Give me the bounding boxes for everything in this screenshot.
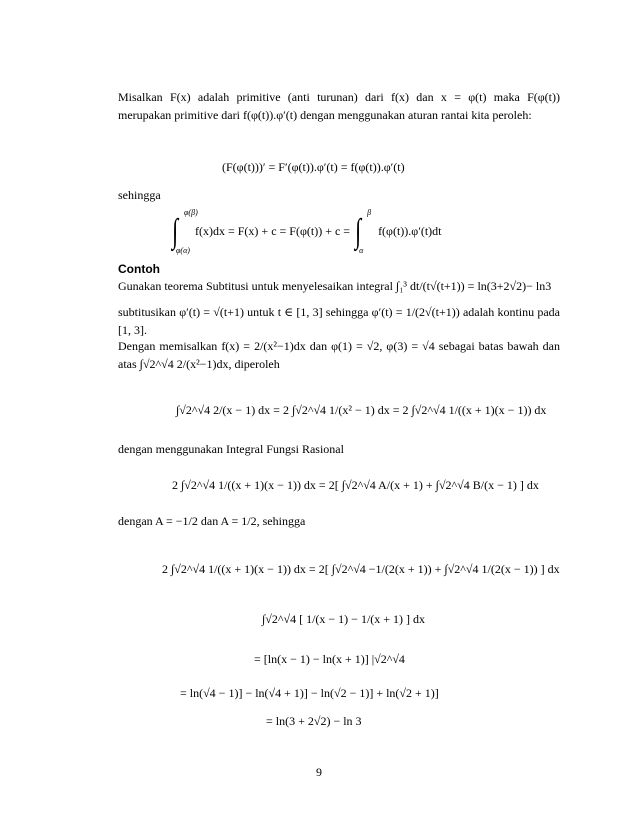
text-sehingga: sehingga [118,188,161,202]
integral-sign: ∫ φ(β) φ(α) [172,208,198,255]
section-heading-contoh: Contoh [118,262,160,276]
equation-chain-rule: (F(φ(t)))′ = F′(φ(t)).φ′(t) = f(φ(t)).φ′(t) [222,160,405,174]
equation-partial-substituted: 2 ∫√2^√4 1/((x + 1)(x − 1)) dx = 2[ ∫√2^√4 −1/(2(x + 1)) + ∫√2^√4 1/(2(x − 1)) ] dx [162,562,560,576]
substitution-paragraph: subtitusikan φ′(t) = √(t+1) untuk t ∈ [1, 3] sehingga φ′(t) = 1/(2√(t+1)) adalah kontinu pada [1, 3]. [118,305,560,337]
coefficients-paragraph: dengan A = −1/2 dan A = 1/2, sehingga [118,514,306,528]
equation-evaluation: = ln(√4 − 1)] − ln(√4 + 1)] − ln(√2 − 1)] + ln(√2 + 1)] [180,686,439,700]
equation-integral-chain: ∫√2^√4 2/(x − 1) dx = 2 ∫√2^√4 1/(x² − 1) dx = 2 ∫√2^√4 1/((x + 1)(x − 1)) dx [176,403,547,417]
equation-body: f(φ(t)).φ′(t)dt [378,223,442,238]
bounds-paragraph: Dengan memisalkan f(x) = 2/(x²−1)dx dan φ(1) = √2, φ(3) = √4 sebagai batas bawah dan atas ∫√2^√4 2/(x²−1)dx, diperoleh [118,339,560,371]
equation-antiderivative: = [ln(x − 1) − ln(x + 1)] |√2^√4 [254,652,405,666]
integral-sign: ∫ β α [355,208,372,255]
equation-substitution-theorem [170,208,442,258]
equation-simplified-integral: ∫√2^√4 [ 1/(x − 1) − 1/(x + 1) ] dx [262,612,426,626]
page-number: 9 [316,765,322,779]
equation-result: = ln(3 + 2√2) − ln 3 [266,714,362,728]
rational-function-paragraph: dengan menggunakan Integral Fungsi Rasional [118,442,344,456]
example-statement: Gunakan teorema Subtitusi untuk menyelesaikan integral ∫₁³ dt/(t√(t+1)) = ln(3+2√2)− ln3 [118,279,552,293]
equation-body: f(x)dx = F(x) + c = F(φ(t)) + c = [195,223,351,238]
intro-paragraph: Misalkan F(x) adalah primitive (anti turunan) dari f(x) dan x = φ(t) maka F(φ(t)) merupakan primitive dari f(φ(t)).φ′(t) dengan menggunakan aturan rantai kita peroleh: [118,90,560,122]
equation-partial-fractions: 2 ∫√2^√4 1/((x + 1)(x − 1)) dx = 2[ ∫√2^√4 A/(x + 1) + ∫√2^√4 B/(x − 1) ] dx [172,478,539,492]
